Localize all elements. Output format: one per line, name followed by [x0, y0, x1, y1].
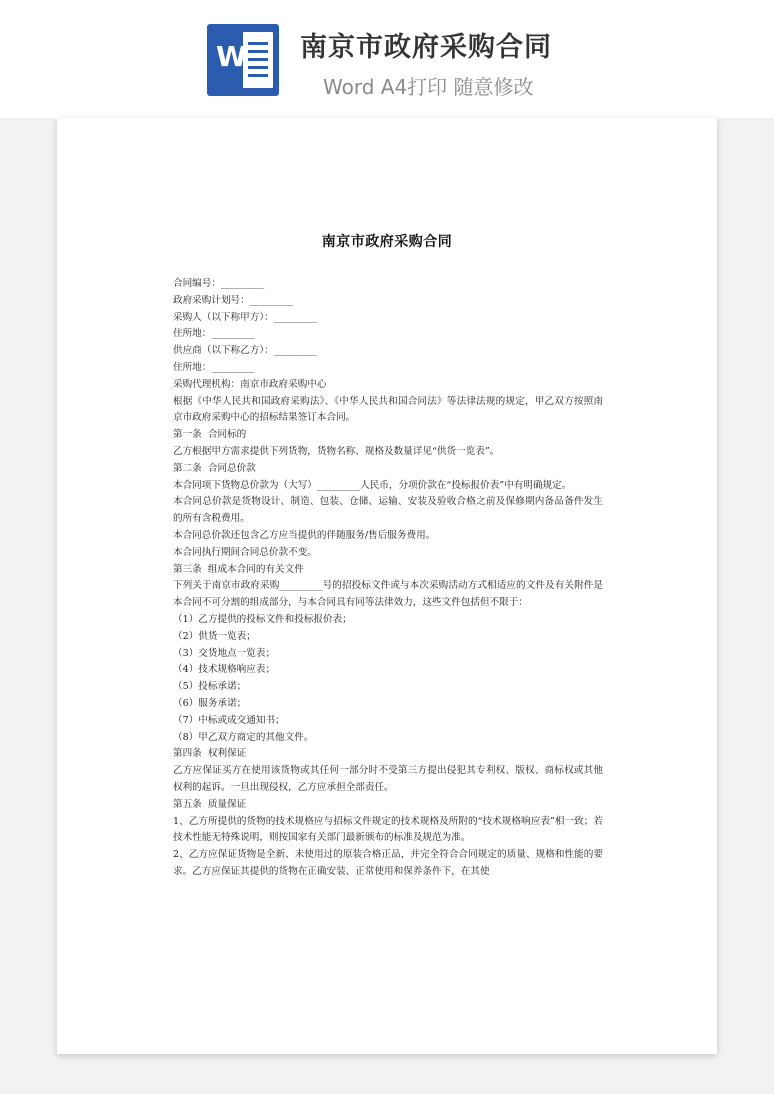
banner-title: 南京市政府采购合同	[300, 32, 552, 63]
document-paragraph: 本合同总价款是货物设计、制造、包装、仓储、运输、安装及验收合格之前及保修期内备品备件发生的所有含税费用。	[173, 496, 603, 525]
document-paragraph: 本合同总价款还包含乙方应当提供的伴随服务/售后服务费用。	[173, 529, 436, 541]
document-paragraph: 采购人（以下称甲方）：_________	[173, 311, 317, 323]
document-paragraph: （7）中标或成交通知书；	[173, 714, 285, 726]
document-paragraph: （8）甲乙双方商定的其他文件。	[173, 731, 314, 743]
document-paragraph: （2）供货一览表；	[173, 630, 256, 642]
document-paragraph: 政府采购计划号：_________	[173, 294, 293, 306]
document-paragraph: 第二条 合同总价款	[173, 462, 256, 474]
document-page	[57, 118, 717, 1054]
document-paragraph: 住所地：_________	[173, 361, 255, 373]
document-paragraph: 第三条 组成本合同的有关文件	[173, 563, 304, 575]
document-paragraph: 乙方应保证买方在使用该货物或其任何一部分时不受第三方提出侵犯其专利权、版权、商标权或其他权利的起诉。一旦出现侵权，乙方应承担全部责任。	[173, 765, 603, 793]
document-paragraph: （4）技术规格响应表；	[173, 664, 276, 676]
document-paragraph: （3）交货地点一览表；	[173, 647, 276, 659]
document-paragraph: 合同编号：_________	[173, 278, 265, 289]
word-icon	[207, 24, 279, 96]
document-body	[173, 276, 603, 881]
document-paragraph: 下列关于南京市政府采购_________号的招投标文件或与本次采购活动方式相适应的文件及有关附件是本合同不可分割的组成部分，与本合同具有同等法律效力，这些文件包括但不限于：	[173, 580, 603, 609]
document-paragraph: 2、乙方应保证货物是全新、未使用过的原装合格正品，并完全符合合同规定的质量、规格和性能的要求。乙方应保证其提供的货物在正确安装、正常使用和保养条件下，在其使	[173, 849, 603, 877]
document-paragraph: 供应商（以下称乙方）：_________	[173, 345, 317, 357]
banner-subtitle: Word A4打印 随意修改	[323, 75, 534, 99]
document-paragraph: （5）投标承诺；	[173, 681, 247, 693]
document-paragraph: 1、乙方所提供的货物的技术规格应与招标文件规定的技术规格及所附的“技术规格响应表”相一致；若技术性能无特殊说明，则按国家有关部门最新颁布的标准及规范为准。	[173, 815, 603, 844]
document-paragraph: 采购代理机构：南京市政府采购中心	[173, 378, 327, 390]
word-logo-letter: W	[216, 40, 247, 73]
document-paragraph: 本合同执行期间合同总价款不变。	[173, 546, 317, 558]
document-paragraph: 第五条 质量保证	[173, 798, 247, 810]
document-paragraph: （6）服务承诺；	[173, 697, 247, 709]
document-paragraph: 根据《中华人民共和国政府采购法》、《中华人民共和国合同法》等法律法规的规定，甲乙双方按照南京市政府采购中心的招标结果签订本合同。	[173, 395, 603, 424]
document-paragraph: 第一条 合同标的	[173, 429, 247, 441]
document-paragraph: （1）乙方提供的投标文件和投标报价表；	[173, 613, 352, 625]
document-paragraph: 第四条 权利保证	[173, 748, 247, 760]
document-title: 南京市政府采购合同	[321, 234, 453, 250]
document-paragraph: 本合同项下货物总价款为（大写）_________人民币，分项价款在“投标报价表”中有明确规定。	[173, 479, 572, 491]
document-paragraph: 乙方根据甲方需求提供下列货物，货物名称、规格及数量详见“供货一览表”。	[173, 445, 500, 457]
document-paragraph: 住所地：_________	[173, 328, 255, 340]
banner	[0, 0, 774, 118]
